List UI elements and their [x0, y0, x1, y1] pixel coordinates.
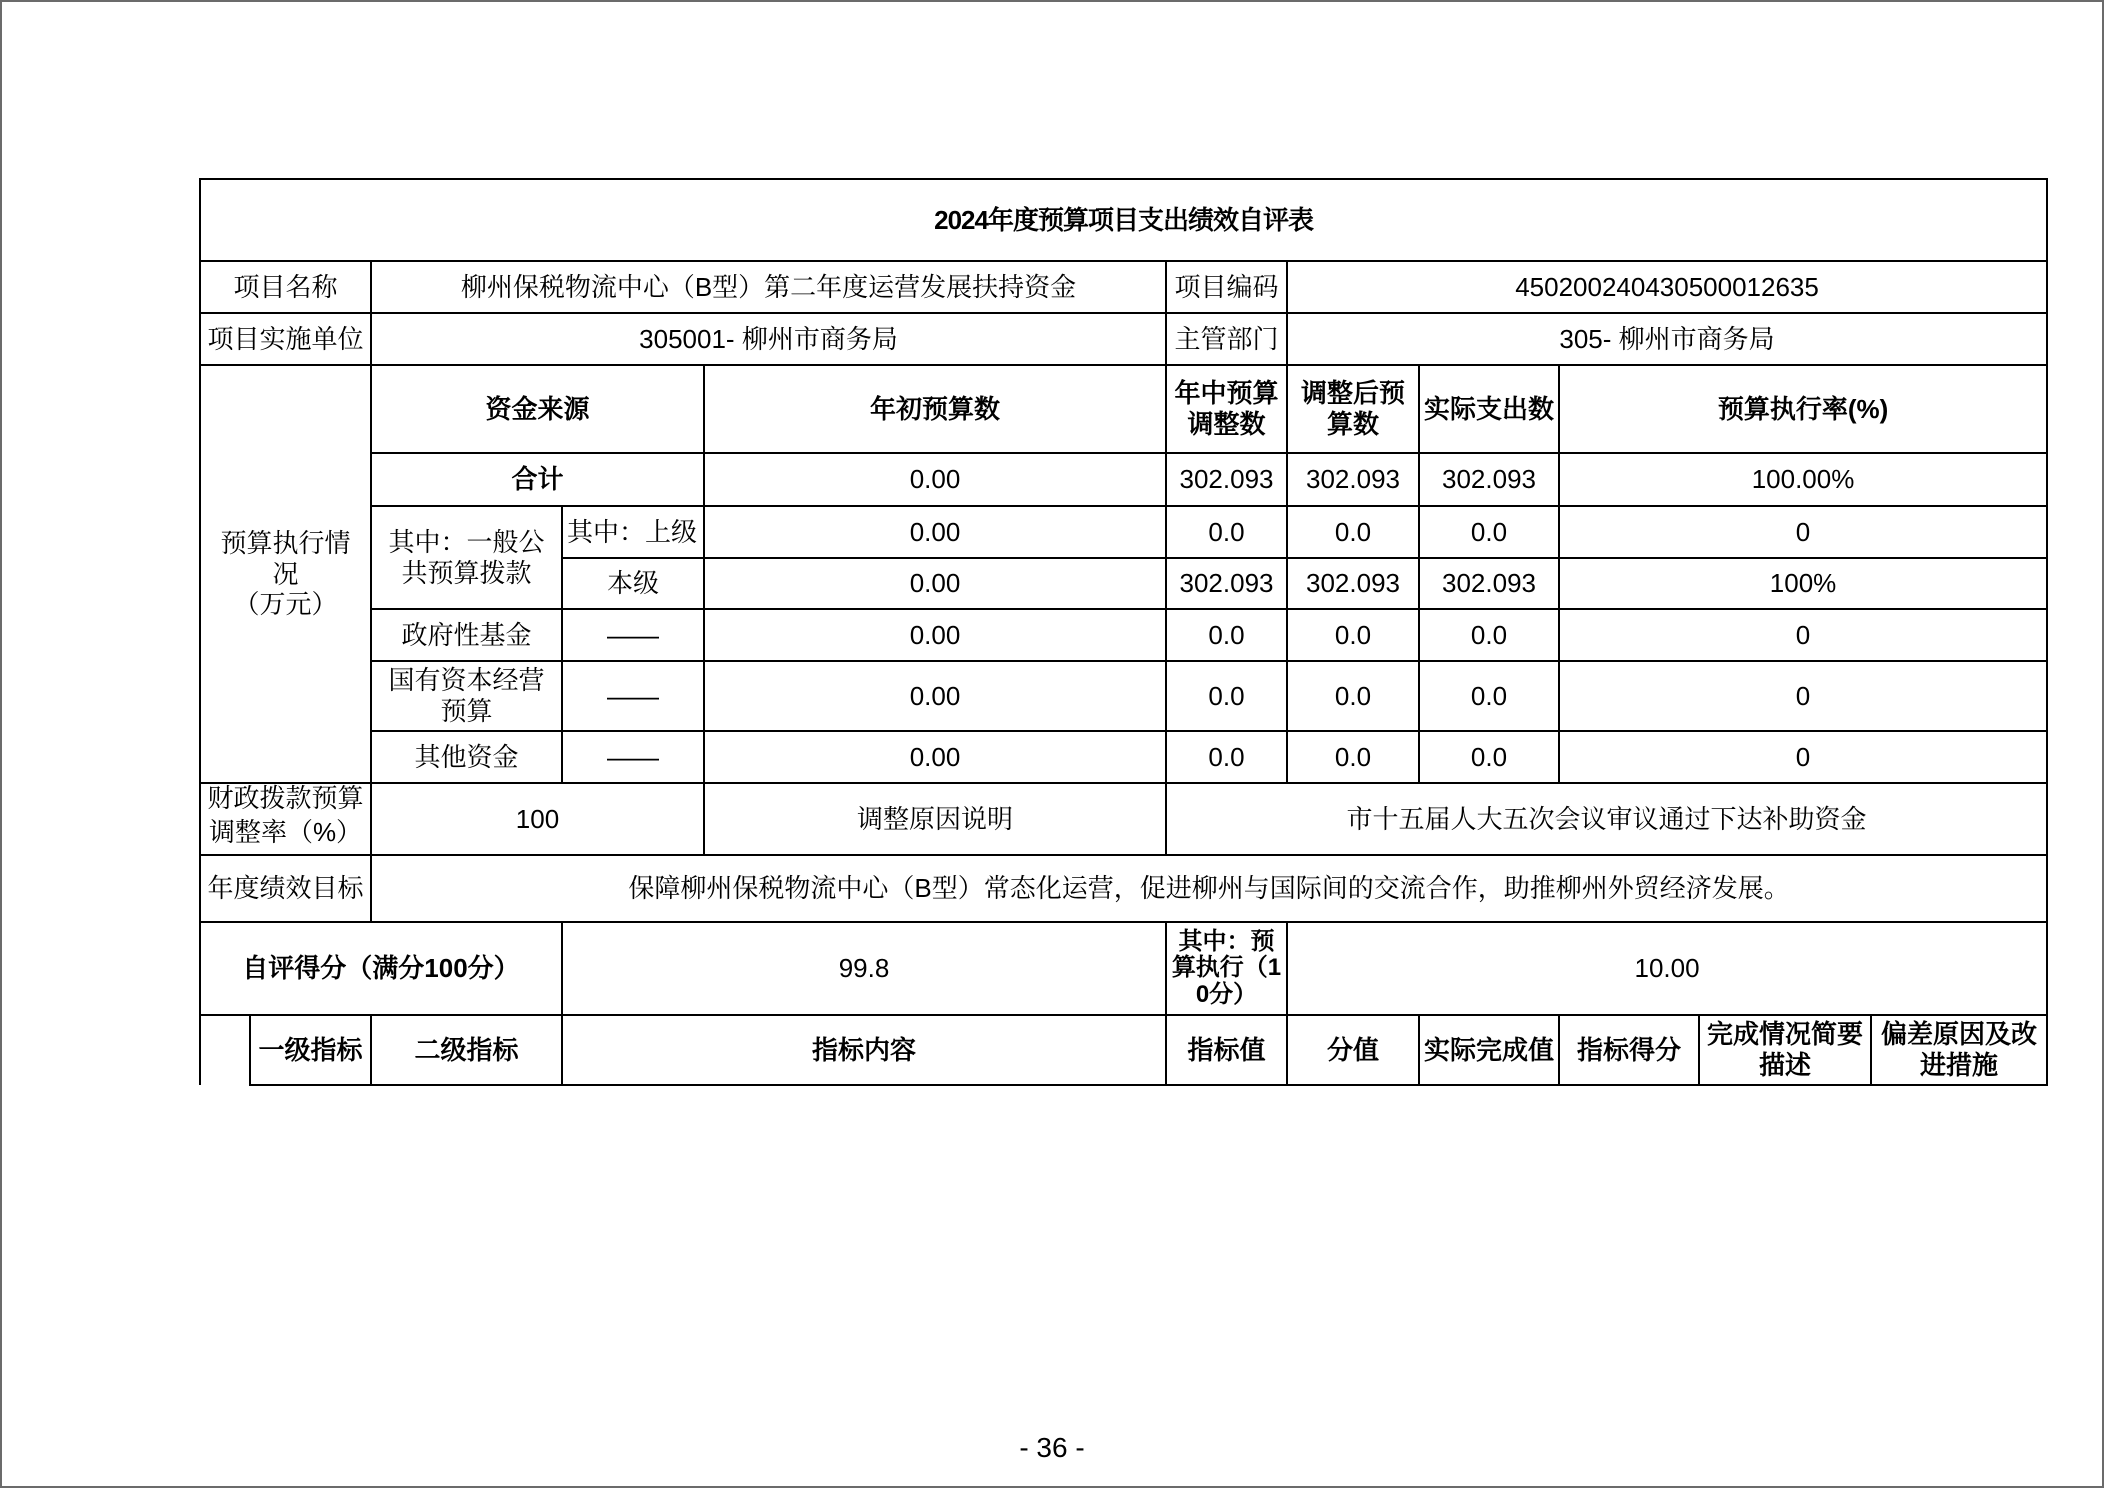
adjustment-rate-value: 100 [371, 783, 704, 855]
gov-fund-actual: 0.0 [1419, 609, 1559, 661]
upper-initial: 0.00 [704, 506, 1166, 558]
adjustment-reason-label: 调整原因说明 [704, 783, 1166, 855]
implementing-unit: 305001- 柳州市商务局 [371, 313, 1166, 365]
level1-indicator-header: 一级指标 [250, 1015, 371, 1085]
state-capital-label: 国有资本经营预算 [371, 661, 562, 731]
adjustment-rate-label: 财政拨款预算调整率（%） [200, 783, 371, 855]
actual-expense-header: 实际支出数 [1419, 365, 1559, 453]
other-funds-adjusted: 0.0 [1287, 731, 1419, 783]
self-score-value: 99.8 [562, 922, 1166, 1015]
upper-actual: 0.0 [1419, 506, 1559, 558]
upper-rate: 0 [1559, 506, 2047, 558]
gov-fund-rate: 0 [1559, 609, 2047, 661]
local-rate: 100% [1559, 558, 2047, 609]
gov-fund-adjusted: 0.0 [1287, 609, 1419, 661]
page-number: - 36 - [1019, 1432, 1085, 1463]
budget-execution-label: 预算执行情 况 （万元） [200, 365, 371, 783]
indicator-spacer [200, 1015, 250, 1085]
execution-rate-header: 预算执行率(%) [1559, 365, 2047, 453]
other-funds-label: 其他资金 [371, 731, 562, 783]
budget-exec-score-value: 10.00 [1287, 922, 2047, 1015]
annual-goal-text: 保障柳州保税物流中心（B型）常态化运营，促进柳州与国际间的交流合作，助推柳州外贸经济发展。 [371, 855, 2047, 922]
state-capital-adjusted: 0.0 [1287, 661, 1419, 731]
local-level-label: 本级 [562, 558, 704, 609]
level2-indicator-header: 二级指标 [371, 1015, 562, 1085]
points-header: 分值 [1287, 1015, 1419, 1085]
state-capital-actual: 0.0 [1419, 661, 1559, 731]
project-name-label: 项目名称 [200, 261, 371, 313]
adjustment-reason: 市十五届人大五次会议审议通过下达补助资金 [1166, 783, 2047, 855]
adjusted-budget-header: 调整后预算数 [1287, 365, 1419, 453]
form-title: 2024年度预算项目支出绩效自评表 [200, 179, 2047, 261]
project-code: 450200240430500012635 [1287, 261, 2047, 313]
upper-adjusted: 0.0 [1287, 506, 1419, 558]
supervising-dept: 305- 柳州市商务局 [1287, 313, 2047, 365]
state-capital-rate: 0 [1559, 661, 2047, 731]
actual-value-header: 实际完成值 [1419, 1015, 1559, 1085]
total-actual: 302.093 [1419, 453, 1559, 506]
funding-source-header: 资金来源 [371, 365, 704, 453]
gov-fund-initial: 0.00 [704, 609, 1166, 661]
other-funds-rate: 0 [1559, 731, 2047, 783]
total-adjusted: 302.093 [1287, 453, 1419, 506]
total-initial: 0.00 [704, 453, 1166, 506]
upper-mid: 0.0 [1166, 506, 1287, 558]
supervising-dept-label: 主管部门 [1166, 313, 1287, 365]
annual-goal-label: 年度绩效目标 [200, 855, 371, 922]
budget-exec-score-label: 其中：预算执行（10分） [1166, 922, 1287, 1015]
local-mid: 302.093 [1166, 558, 1287, 609]
other-funds-dash: —— [562, 731, 704, 783]
total-rate: 100.00% [1559, 453, 2047, 506]
project-code-label: 项目编码 [1166, 261, 1287, 313]
initial-budget-header: 年初预算数 [704, 365, 1166, 453]
local-actual: 302.093 [1419, 558, 1559, 609]
state-capital-initial: 0.00 [704, 661, 1166, 731]
completion-desc-header: 完成情况简要描述 [1699, 1015, 1871, 1085]
implementing-unit-label: 项目实施单位 [200, 313, 371, 365]
state-capital-dash: —— [562, 661, 704, 731]
total-label: 合计 [371, 453, 704, 506]
general-budget-label: 其中：一般公共预算拨款 [371, 506, 562, 609]
deviation-reason-header: 偏差原因及改进措施 [1871, 1015, 2047, 1085]
local-adjusted: 302.093 [1287, 558, 1419, 609]
total-mid: 302.093 [1166, 453, 1287, 506]
other-funds-actual: 0.0 [1419, 731, 1559, 783]
project-name: 柳州保税物流中心（B型）第二年度运营发展扶持资金 [371, 261, 1166, 313]
indicator-score-header: 指标得分 [1559, 1015, 1699, 1085]
state-capital-mid: 0.0 [1166, 661, 1287, 731]
other-funds-initial: 0.00 [704, 731, 1166, 783]
indicator-content-header: 指标内容 [562, 1015, 1166, 1085]
gov-fund-dash: —— [562, 609, 704, 661]
local-initial: 0.00 [704, 558, 1166, 609]
self-score-label: 自评得分（满分100分） [200, 922, 562, 1015]
upper-level-label: 其中：上级 [562, 506, 704, 558]
indicator-value-header: 指标值 [1166, 1015, 1287, 1085]
mid-year-adjust-header: 年中预算调整数 [1166, 365, 1287, 453]
other-funds-mid: 0.0 [1166, 731, 1287, 783]
gov-fund-label: 政府性基金 [371, 609, 562, 661]
self-evaluation-table [199, 178, 2048, 1086]
gov-fund-mid: 0.0 [1166, 609, 1287, 661]
